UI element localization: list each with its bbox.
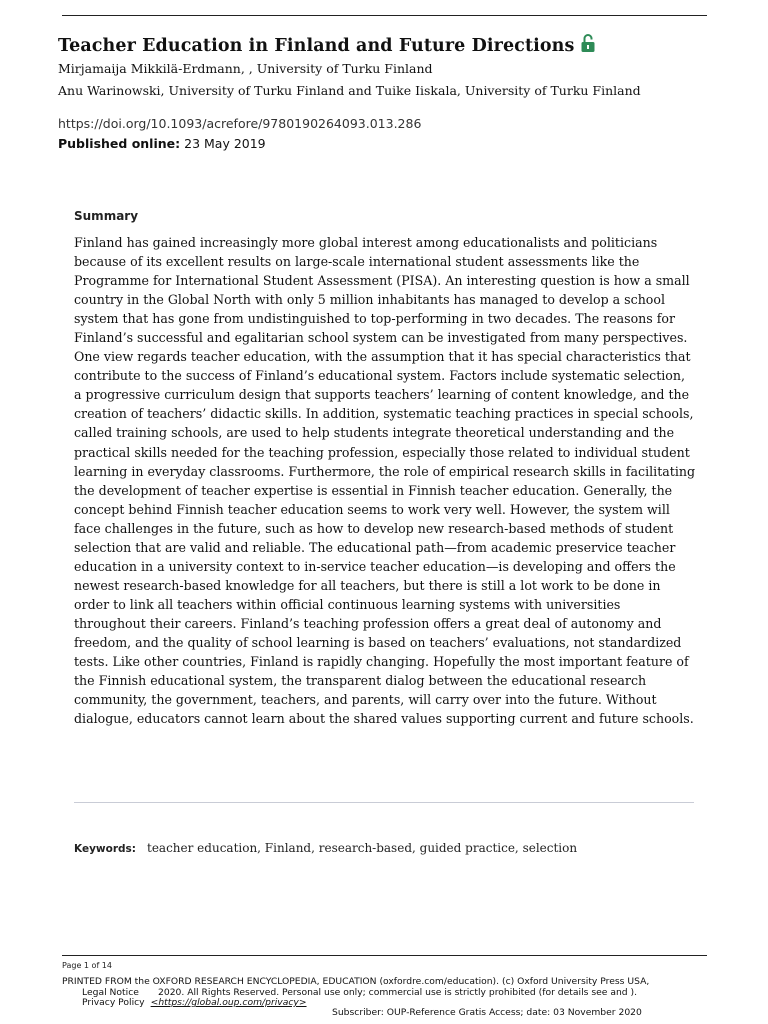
footer-rule [62, 955, 707, 956]
published-online [58, 136, 266, 151]
authors-line-2: Anu Warinowski, University of Turku Finland and Tuike Iiskala, University of Turku Finland [58, 83, 641, 98]
printed-notice [62, 976, 702, 998]
subscriber-info: Subscriber: OUP-Reference Gratis Access; date: 03 November 2020 [332, 1007, 642, 1018]
article-title: Teacher Education in Finland and Future Directions [58, 36, 575, 56]
privacy-policy [82, 997, 307, 1008]
privacy-url-link[interactable]: <https://global.oup.com/privacy> [150, 997, 307, 1008]
top-rule [62, 15, 707, 16]
summary-heading: Summary [74, 209, 139, 223]
page-number: Page 1 of 14 [62, 961, 112, 970]
doi-link[interactable]: https://doi.org/10.1093/acrefore/9780190264093.013.286 [58, 116, 422, 131]
legal-notice-link[interactable]: Legal Notice [82, 987, 139, 998]
summary-text: Finland has gained increasingly more global interest among educationalists and politicians because of its excellent results on large-scale international student assessments like the Programme for International Student Assessment (PISA). An interesting question is how a small country in the Global North with only 5 million inhabitants has managed to develop a school system that has gone from undistinguished to top-performing in two decades. The reasons for Finland’s successful and egalitarian school system can be investigated from many perspectives. One view regards teacher education, with the assumption that it has special characteristics that contribute to the success of Finland’s educational system. Factors include systematic selection, a progressive curriculum design that supports teachers’ learning of content knowledge, and the creation of teachers’ didactic skills. In addition, systematic teaching practices in special schools, called training schools, are used to help students integrate theoretical understanding and the practical skills needed for the teaching profession, especially those related to individual student learning in everyday classrooms. Furthermore, the role of empirical research skills in facilitating the development of teacher expertise is essential in Finnish teacher education. Generally, the concept behind Finnish teacher education seems to work very well. However, the system will face challenges in the future, such as how to develop new research-based methods of student selection that are valid and reliable. The educational path—from academic preservice teacher education in a university context to in-service teacher education—is developing and offers the newest research-based knowledge for all teachers, but there is still a lot work to be done in order to link all teachers within official continuous learning systems with universities throughout their careers. Finland’s teaching profession offers a great deal of autonomy and freedom, and the quality of school learning is based on teachers’ evaluations, not standardized tests. Like other countries, Finland is rapidly changing. Hopefully the most important feature of the Finnish educational system, the transparent dialog between the educational research community, the government, teachers, and parents, will carry over into the future. Without dialogue, educators cannot learn about the shared values supporting current and future schools. [74, 235, 696, 727]
privacy-label: Privacy Policy [82, 997, 145, 1008]
title-row [58, 36, 596, 56]
keywords-label: Keywords: [74, 843, 136, 855]
open-lock-icon [580, 33, 596, 53]
summary-divider [74, 802, 694, 803]
published-date: 23 May 2019 [184, 136, 266, 151]
printed-line-1: PRINTED FROM the OXFORD RESEARCH ENCYCLOPEDIA, EDUCATION (oxfordre.com/education). (c) Oxford University Press USA, [62, 976, 650, 987]
keywords-list: teacher education, Finland, research-based, guided practice, selection [147, 841, 578, 855]
authors-line-1: Mirjamaija Mikkilä-Erdmann, , University of Turku Finland [58, 61, 433, 76]
published-label: Published online: [58, 136, 181, 151]
printed-line-2: 2020. All Rights Reserved. Personal use only; commercial use is strictly prohibited (for details see and ). [158, 987, 638, 998]
